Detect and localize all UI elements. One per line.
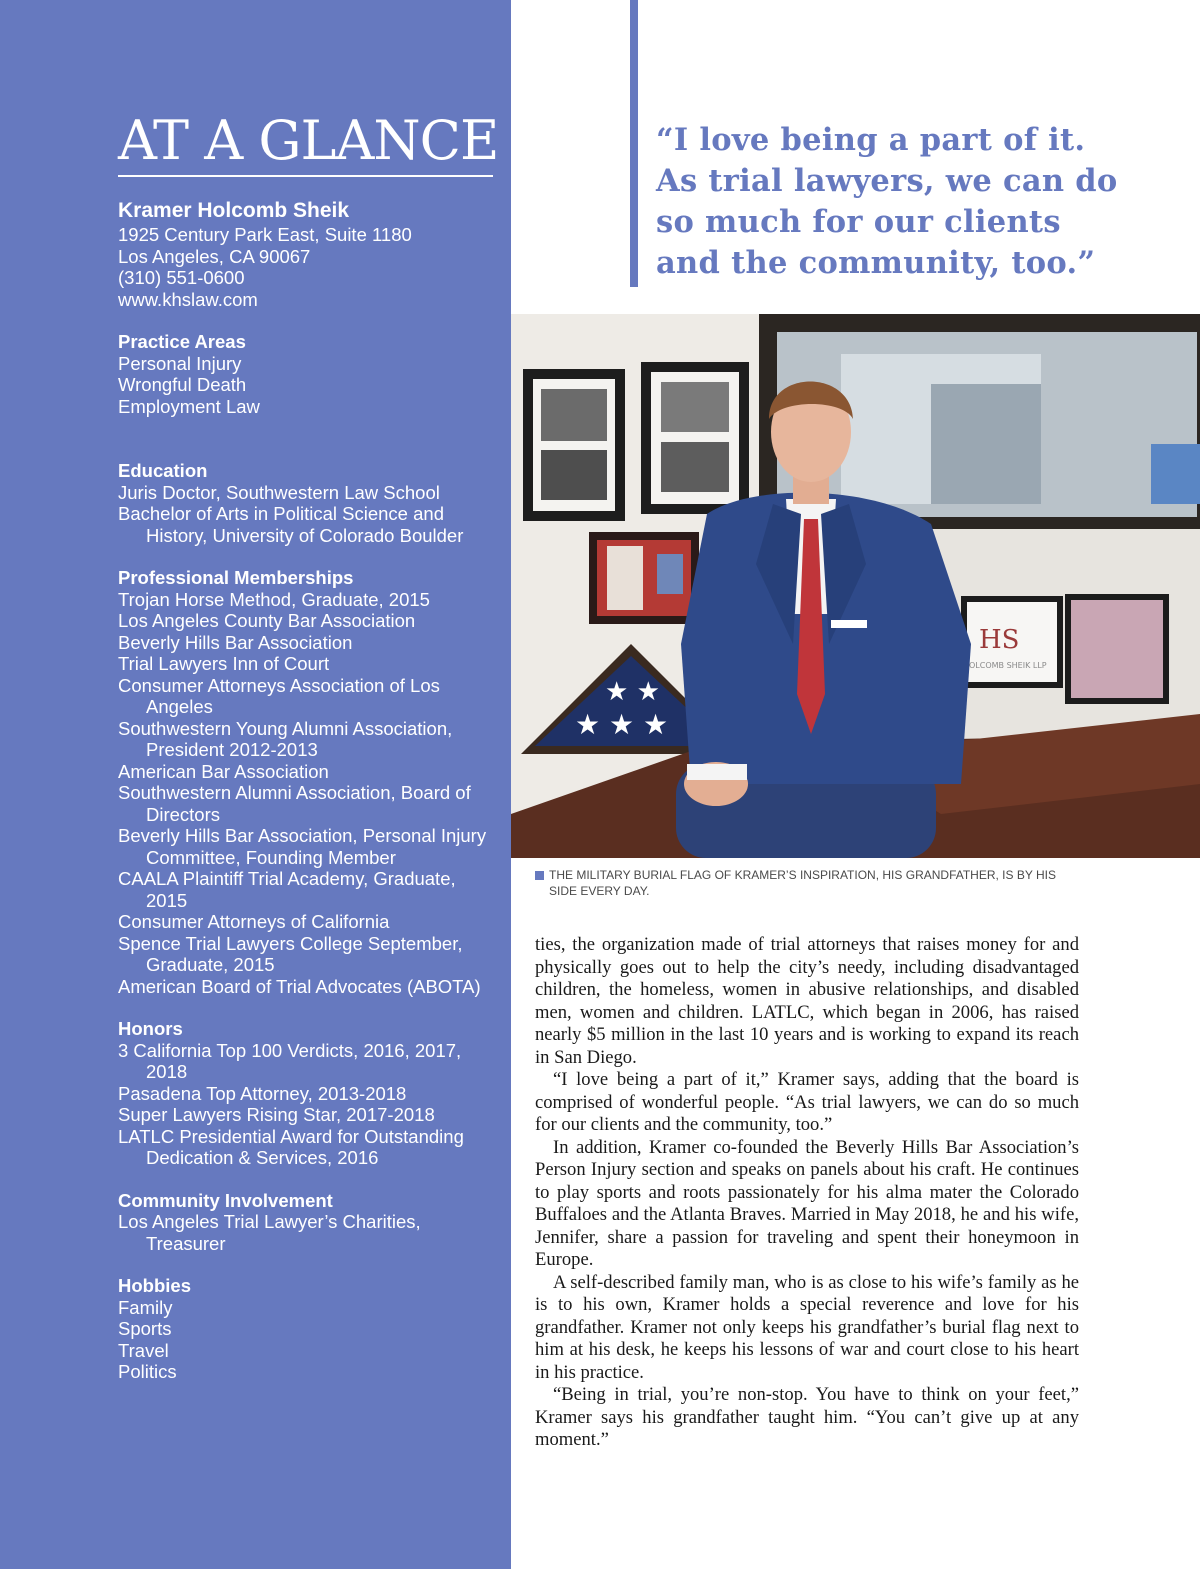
firm-contact-block bbox=[118, 198, 498, 310]
at-a-glance-sidebar bbox=[0, 0, 511, 1569]
firm-website[interactable]: www.khslaw.com bbox=[118, 288, 258, 310]
list-item: Family bbox=[118, 1296, 173, 1318]
body-paragraph: A self-described family man, who is as close to his wife’s family as he is to his own, Kramer holds a special reverence and love for his grandfather. Kramer not only keeps his grandfather’s burial flag next to him at his desk, he keeps his lessons of war and court close to his heart in his practice. bbox=[535, 1271, 1079, 1383]
monitor-logo: HS bbox=[979, 625, 1020, 655]
list-item: Consumer Attorneys of California bbox=[118, 911, 390, 932]
list-item: American Bar Association bbox=[118, 760, 329, 782]
title-divider bbox=[118, 175, 493, 177]
list-item: 3 California Top 100 Verdicts, 2016, 2017, 2018 bbox=[118, 1039, 462, 1082]
list-item: Sports bbox=[118, 1318, 172, 1339]
section-heading: Practice Areas bbox=[118, 331, 246, 352]
list-item: Trojan Horse Method, Graduate, 2015 bbox=[118, 588, 430, 610]
list-item: Los Angeles County Bar Association bbox=[118, 610, 416, 631]
firm-address-line-1: 1925 Century Park East, Suite 1180 bbox=[118, 224, 412, 245]
list-item: Beverly Hills Bar Association bbox=[118, 631, 353, 653]
monitor-subtext: OLCOMB SHEIK LLP bbox=[969, 661, 1047, 670]
practice-areas-section bbox=[118, 331, 498, 417]
svg-text:★ ★: ★ ★ bbox=[605, 677, 660, 707]
list-item: Spence Trial Lawyers College September, Graduate, 2015 bbox=[118, 932, 463, 975]
caption-text: THE MILITARY BURIAL FLAG OF KRAMER’S INSPIRATION, HIS GRANDFATHER, IS BY HIS SIDE EVERY DAY. bbox=[549, 868, 1056, 898]
sidebar-title: AT A GLANCE bbox=[118, 109, 499, 172]
body-paragraph: In addition, Kramer co-founded the Beverly Hills Bar Association’s Person Injury section and speaks on panels about his craft. He continues to play sports and roots passionately for his alma mater the Colorado Buffaloes and the Atlanta Braves. Married in May 2018, he and his wife, Jennifer, share a passion for traveling and spent their honeymoon in Europe. bbox=[535, 1136, 1079, 1270]
list-item: Bachelor of Arts in Political Science and History, University of Colorado Boulder bbox=[118, 503, 464, 546]
list-item: Super Lawyers Rising Star, 2017-2018 bbox=[118, 1104, 435, 1125]
body-paragraph: “Being in trial, you’re non-stop. You have to think on your feet,” Kramer says his grandfather taught him. “You can’t give up at any moment.” bbox=[535, 1384, 1079, 1450]
caption-marker bbox=[535, 871, 544, 880]
section-heading: Honors bbox=[118, 1018, 183, 1039]
pull-quote: “I love being a part of it. As trial lawyers, we can do so much for our clients and the community, too.” bbox=[656, 122, 1118, 281]
list-item: American Board of Trial Advocates (ABOTA) bbox=[118, 975, 481, 997]
list-item: LATLC Presidential Award for Outstanding Dedication & Services, 2016 bbox=[118, 1125, 464, 1168]
honors-section bbox=[118, 1018, 498, 1169]
education-section bbox=[118, 460, 498, 546]
firm-address-line-2: Los Angeles, CA 90067 bbox=[118, 245, 311, 267]
list-item: Wrongful Death bbox=[118, 374, 247, 395]
sidebar-content bbox=[118, 198, 498, 1383]
quote-accent-bar bbox=[630, 0, 638, 287]
list-item: Beverly Hills Bar Association, Personal Injury Committee, Founding Member bbox=[118, 825, 487, 868]
list-item: Travel bbox=[118, 1339, 169, 1361]
community-section bbox=[118, 1190, 498, 1255]
section-heading: Hobbies bbox=[118, 1275, 191, 1296]
memberships-section bbox=[118, 567, 498, 997]
list-item: Politics bbox=[118, 1361, 177, 1382]
list-item: CAALA Plaintiff Trial Academy, Graduate, 2015 bbox=[118, 868, 456, 911]
article-body bbox=[535, 934, 1079, 1452]
body-paragraph: ties, the organization made of trial attorneys that raises money for and physically goes out to help the city’s needy, including disadvantaged children, the homeless, women in abusive relationships, and disabled men, women and children. LATLC, which began in 2006, has raised nearly $5 million in the last 10 years and is working to expand its reach in San Diego. bbox=[535, 934, 1079, 1068]
section-heading: Community Involvement bbox=[118, 1189, 333, 1211]
list-item: Los Angeles Trial Lawyer’s Charities, Treasurer bbox=[118, 1211, 421, 1254]
svg-text:★ ★ ★: ★ ★ ★ bbox=[575, 708, 669, 741]
list-item: Employment Law bbox=[118, 395, 260, 417]
list-item: Southwestern Alumni Association, Board of Directors bbox=[118, 782, 471, 825]
body-paragraph: “I love being a part of it,” Kramer says, adding that the board is comprised of wonderful people. “As trial lawyers, we can do so much for our clients and the community, too.” bbox=[535, 1069, 1079, 1135]
photo-caption bbox=[535, 867, 1075, 899]
list-item: Pasadena Top Attorney, 2013-2018 bbox=[118, 1082, 407, 1104]
section-heading: Education bbox=[118, 460, 208, 481]
list-item: Juris Doctor, Southwestern Law School bbox=[118, 481, 440, 503]
hobbies-section bbox=[118, 1275, 498, 1383]
firm-name: Kramer Holcomb Sheik bbox=[118, 199, 350, 222]
list-item: Personal Injury bbox=[118, 352, 242, 374]
firm-phone: (310) 551-0600 bbox=[118, 267, 245, 288]
list-item: Trial Lawyers Inn of Court bbox=[118, 653, 330, 674]
attorney-office-photo bbox=[511, 314, 1200, 858]
section-heading: Professional Memberships bbox=[118, 567, 354, 588]
list-item: Consumer Attorneys Association of Los Angeles bbox=[118, 674, 440, 717]
list-item: Southwestern Young Alumni Association, President 2012-2013 bbox=[118, 717, 453, 760]
